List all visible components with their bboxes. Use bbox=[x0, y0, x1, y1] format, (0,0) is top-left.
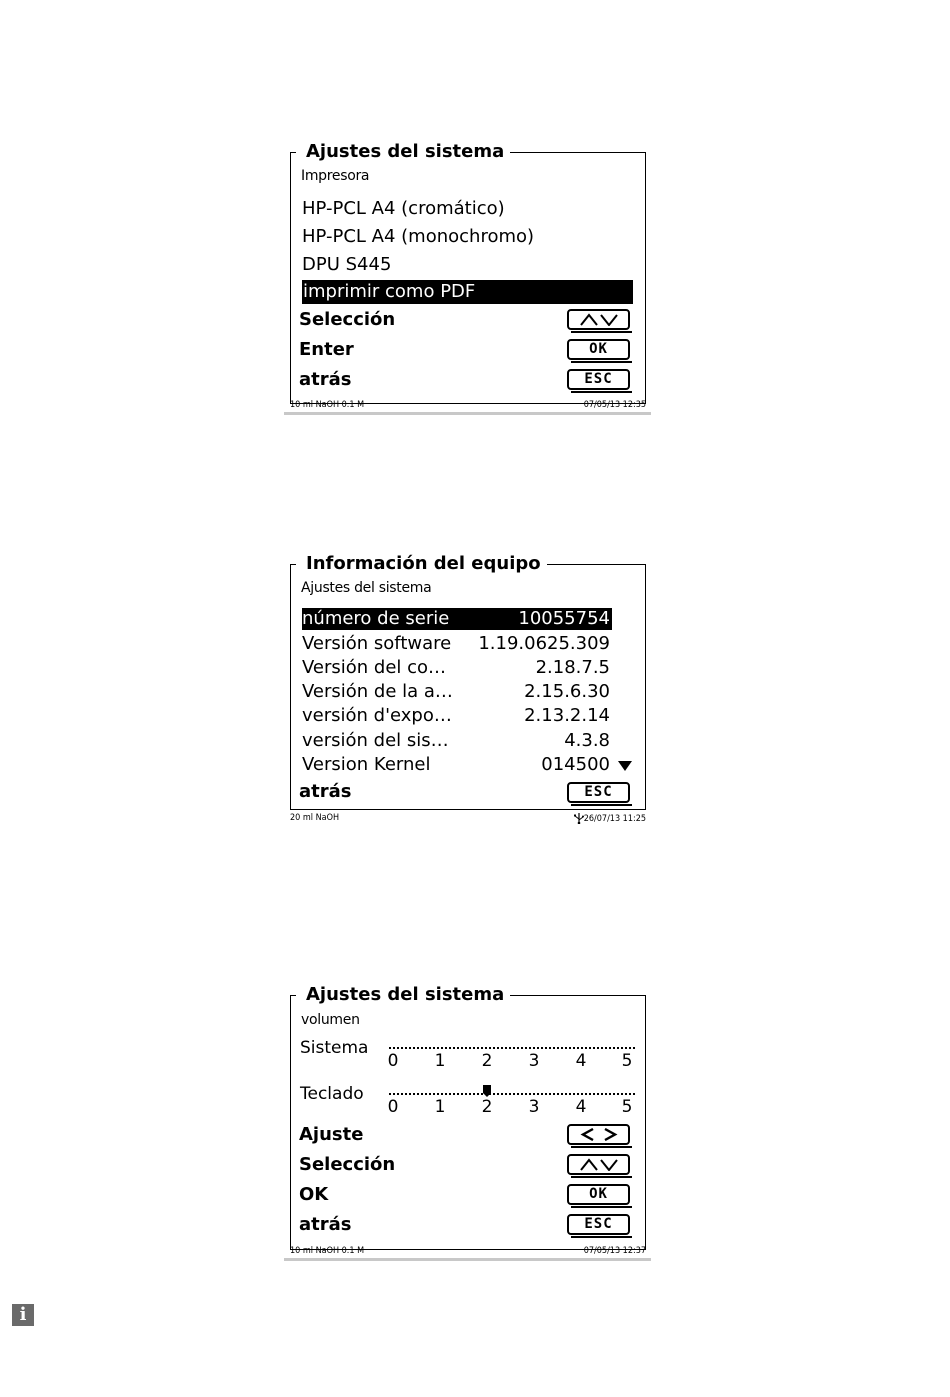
info-label: Versión de la a… bbox=[302, 681, 453, 702]
esc-button[interactable]: ESC bbox=[567, 782, 630, 803]
tick-label: 1 bbox=[434, 1097, 446, 1117]
keyboard-volume-scale[interactable] bbox=[389, 1087, 635, 1117]
info-label: Versión software bbox=[302, 633, 452, 654]
info-row-system[interactable] bbox=[302, 730, 612, 752]
screen-subtitle: Ajustes del sistema bbox=[301, 580, 432, 596]
printer-option-pdf[interactable]: imprimir como PDF bbox=[302, 280, 633, 304]
back-label: atrás bbox=[299, 781, 352, 802]
info-label: versión d'expo… bbox=[302, 705, 452, 726]
info-row-controller[interactable] bbox=[302, 657, 612, 679]
scale-track bbox=[389, 1093, 635, 1095]
ok-button[interactable]: OK bbox=[567, 1184, 630, 1205]
left-right-button[interactable] bbox=[567, 1124, 630, 1145]
printer-option-hp-mono[interactable]: HP-PCL A4 (monochromo) bbox=[302, 226, 535, 247]
method-status: 10 ml NaOH 0.1 M bbox=[290, 400, 365, 410]
info-icon: i bbox=[12, 1304, 34, 1326]
tick-label: 4 bbox=[575, 1051, 587, 1071]
screen-title: Información del equipo bbox=[306, 554, 547, 574]
tick-label: 2 bbox=[481, 1051, 493, 1071]
printer-option-dpu[interactable]: DPU S445 bbox=[302, 254, 392, 275]
info-label: Versión del co… bbox=[302, 657, 447, 678]
screen-title: Ajustes del sistema bbox=[306, 985, 510, 1005]
info-value: 2.15.6.30 bbox=[524, 681, 610, 702]
ok-button[interactable]: OK bbox=[567, 339, 630, 360]
adjust-label: Ajuste bbox=[299, 1124, 364, 1145]
tick-label: 1 bbox=[434, 1051, 446, 1071]
status-bar-line bbox=[284, 1258, 651, 1261]
screen-subtitle: Impresora bbox=[301, 168, 370, 184]
up-down-arrows-icon bbox=[579, 1158, 619, 1171]
screen-title: Ajustes del sistema bbox=[306, 142, 510, 162]
info-label: versión del sis… bbox=[302, 730, 449, 751]
left-right-arrows-icon bbox=[579, 1128, 619, 1141]
info-row-software[interactable] bbox=[302, 633, 612, 655]
info-label: Version Kernel bbox=[302, 754, 431, 775]
system-volume-label: Sistema bbox=[300, 1038, 369, 1058]
esc-button[interactable]: ESC bbox=[567, 369, 630, 390]
selection-label: Selección bbox=[299, 1154, 396, 1175]
screen-frame bbox=[290, 995, 646, 1250]
info-row-expo[interactable] bbox=[302, 705, 612, 727]
printer-option-hp-color[interactable]: HP-PCL A4 (cromático) bbox=[302, 198, 505, 219]
datetime-text: 26/07/13 11:25 bbox=[583, 814, 646, 824]
info-row-application[interactable] bbox=[302, 681, 612, 703]
ok-label: OK bbox=[299, 1184, 329, 1205]
up-down-button[interactable] bbox=[567, 1154, 630, 1175]
usb-icon bbox=[574, 813, 584, 824]
tick-label: 0 bbox=[387, 1051, 399, 1071]
scale-track bbox=[389, 1047, 635, 1049]
tick-label: 5 bbox=[621, 1051, 633, 1071]
volume-settings-screen bbox=[284, 984, 651, 1263]
info-label: número de serie bbox=[302, 608, 450, 629]
screen-frame bbox=[290, 152, 646, 404]
keyboard-volume-label: Teclado bbox=[300, 1084, 364, 1104]
info-value: 2.13.2.14 bbox=[524, 705, 610, 726]
triangle-down-icon[interactable] bbox=[617, 760, 633, 772]
volume-marker-icon[interactable] bbox=[483, 1085, 491, 1097]
tick-label: 2 bbox=[481, 1097, 493, 1117]
method-status: 20 ml NaOH bbox=[290, 813, 340, 823]
enter-label: Enter bbox=[299, 339, 354, 360]
back-label: atrás bbox=[299, 369, 352, 390]
tick-label: 4 bbox=[575, 1097, 587, 1117]
status-bar-line bbox=[284, 412, 651, 415]
info-value: 014500 bbox=[541, 754, 610, 775]
info-row-kernel[interactable] bbox=[302, 754, 612, 776]
up-down-button[interactable] bbox=[567, 309, 630, 330]
method-status: 10 ml NaOH 0.1 M bbox=[290, 1246, 365, 1256]
info-value: 2.18.7.5 bbox=[535, 657, 610, 678]
info-row-serial[interactable] bbox=[302, 608, 612, 630]
back-label: atrás bbox=[299, 1214, 352, 1235]
screen-subtitle: volumen bbox=[301, 1012, 360, 1028]
up-down-arrows-icon bbox=[579, 313, 619, 326]
esc-button[interactable]: ESC bbox=[567, 1214, 630, 1235]
info-value: 4.3.8 bbox=[564, 730, 610, 751]
tick-label: 3 bbox=[528, 1097, 540, 1117]
datetime-status: 07/05/13 12:37 bbox=[583, 1246, 646, 1256]
system-volume-scale[interactable] bbox=[389, 1041, 635, 1071]
tick-label: 0 bbox=[387, 1097, 399, 1117]
device-info-screen bbox=[284, 553, 651, 828]
tick-label: 3 bbox=[528, 1051, 540, 1071]
datetime-status: 07/05/13 12:35 bbox=[583, 400, 646, 410]
selection-label: Selección bbox=[299, 309, 396, 330]
printer-settings-screen bbox=[284, 141, 651, 416]
datetime-status bbox=[574, 813, 646, 825]
tick-label: 5 bbox=[621, 1097, 633, 1117]
info-value: 1.19.0625.309 bbox=[478, 633, 610, 654]
info-value: 10055754 bbox=[518, 608, 610, 629]
